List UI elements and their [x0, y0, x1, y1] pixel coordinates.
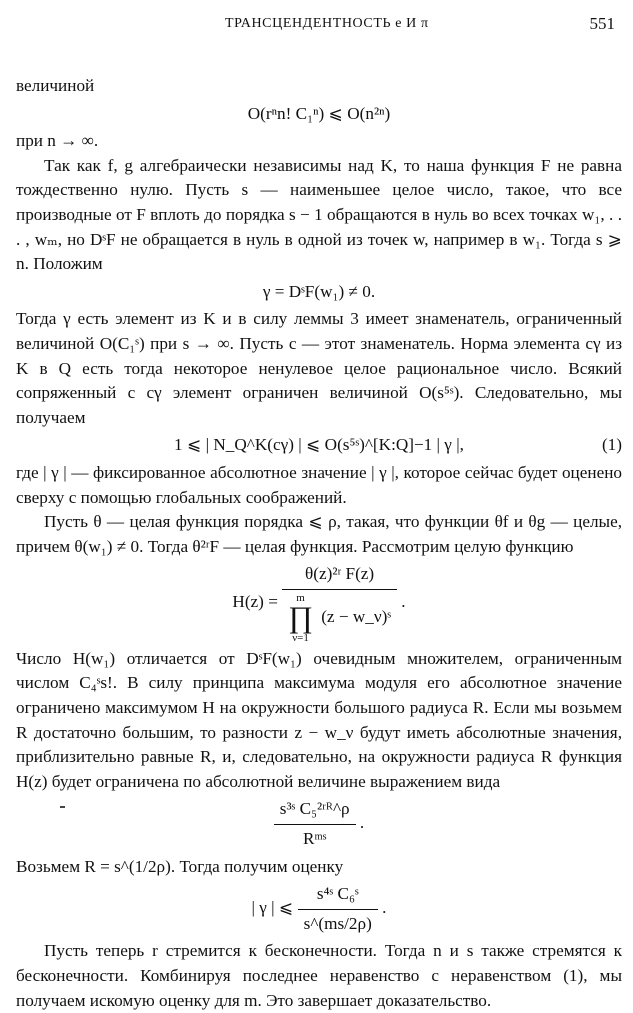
paragraph: Тогда γ есть элемент из K и в силу леммы 3 имеет знаменатель, ограниченный величиной O(C₁ˢ) при s → ∞. Пусть c — этот знаменатель. Норма элемента cγ из K в Q есть тогда некоторое ненулевое целое рациональное число. Всякий сопряженный с cγ элемент ограничен величиной O(s⁵ˢ). Следовательно, мы получаем: [16, 309, 622, 427]
equation-3-body: 1 ⩽ | N_Q^K(cγ) | ⩽ O(s⁵ˢ)^[K:Q]−1 | γ |,: [174, 435, 464, 455]
equation-6-tail: .: [382, 898, 387, 918]
equation-6-fraction: [298, 882, 378, 936]
page-header: [0, 14, 633, 36]
page-body: [16, 74, 622, 1013]
equation-4: [16, 562, 622, 644]
equation-4-fraction: [282, 562, 397, 644]
equation-4-lhs: H(z) =: [232, 592, 278, 612]
equation-5: [16, 797, 622, 851]
equation-number: (1): [601, 435, 622, 455]
paragraph: Возьмем R = s^(1/2ρ). Тогда получим оценку: [16, 856, 344, 876]
scan-speck: [60, 806, 65, 808]
paragraph: Число H(w₁) отличается от DˢF(w₁) очевидным множителем, ограниченным числом C₄ˢs!. В силу принципа максимума модуля его абсолютное значение ограничено максимумом H на окружности большого радиуса R. Если мы возьмем R достаточно большим, то разности z − w_ν будут иметь абсолютные значения, приблизительно равные R, и, следовательно, на окружности радиуса R функция H(z) будет ограничена по абсолютной величине выражением вида: [16, 648, 622, 791]
equation-3: [16, 433, 622, 458]
fraction-denominator: [282, 589, 397, 644]
paragraph: величиной: [16, 76, 95, 95]
fraction-denominator: s^(ms/2ρ): [298, 909, 378, 937]
fraction-numerator: s⁴ˢ C₆ˢ: [316, 884, 359, 904]
fraction-denominator: Rᵐˢ: [274, 824, 356, 852]
product-lower-limit: ν=1: [292, 631, 309, 644]
equation-2: γ = DˢF(w₁) ≠ 0.: [262, 281, 376, 301]
equation-6: [16, 882, 622, 936]
product-term: (z − w_ν)ˢ: [321, 606, 391, 626]
running-head: ТРАНСЦЕНДЕНТНОСТЬ e И π: [225, 16, 429, 31]
paragraph: где | γ | — фиксированное абсолютное значение | γ |, которое сейчас будет оценено сверху с помощью глобальных соображений.: [16, 462, 622, 507]
equation-5-fraction: [274, 797, 356, 851]
page-number: 551: [589, 14, 615, 33]
equation-1: O(rⁿn! C₁ⁿ) ⩽ O(n²ⁿ): [247, 103, 391, 123]
paragraph: Так как f, g алгебраически независимы над K, то наша функция F не равна тождественно нулю. Пусть s — наименьшее целое число, такое, что все производные от F вплоть до порядка s − 1 обращаются в нуль во всех точках w₁, . . . , wₘ, но DˢF не обращается в нуль в одной из точек w, например в w₁. Тогда s ⩾ n. Положим: [16, 155, 622, 274]
product-symbol: [288, 592, 313, 644]
paragraph: Пусть теперь r стремится к бесконечности. Тогда n и s также стремятся к бесконечности. Комбинируя последнее неравенство с неравенством (1), мы получаем искомую оценку для m. Это завершает доказательство.: [16, 941, 622, 1010]
equation-4-tail: .: [401, 592, 406, 612]
equation-6-lhs: | γ | ⩽: [251, 898, 294, 918]
fraction-numerator: s³ˢ C₅²ʳᴿ^ρ: [279, 799, 350, 819]
product-upper-limit: m: [296, 591, 305, 604]
equation-5-tail: .: [359, 813, 365, 833]
product-sign: ∏: [288, 600, 313, 634]
paragraph: при n → ∞.: [16, 131, 99, 151]
fraction-numerator: θ(z)²ʳ F(z): [305, 564, 375, 584]
paragraph: Пусть θ — целая функция порядка ⩽ ρ, такая, что функции θf и θg — целые, причем θ(w₁) ≠ 0. Тогда θ²ʳF — целая функция. Рассмотрим целую функцию: [16, 512, 622, 556]
